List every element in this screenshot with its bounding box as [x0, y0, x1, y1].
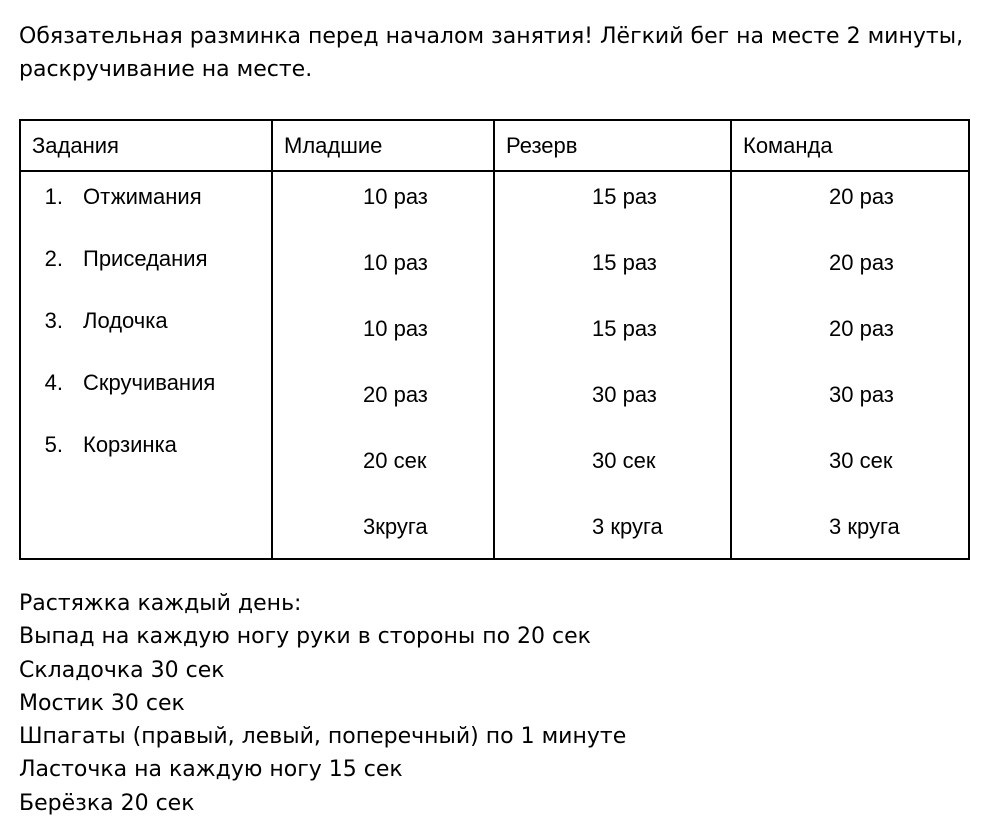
- table-row: [20, 171, 969, 559]
- stretch-item: Мостик 30 сек: [19, 690, 185, 716]
- task-name: Отжимания: [83, 184, 202, 209]
- team-value: 20 раз: [829, 316, 894, 341]
- list-item: [21, 308, 215, 370]
- task-number: 1.: [44, 184, 63, 209]
- task-number: 4.: [44, 370, 63, 395]
- task-name: Скручивания: [83, 370, 216, 395]
- header-tasks: Задания: [20, 120, 272, 171]
- team-value: 20 раз: [829, 184, 894, 209]
- reserve-values: [495, 184, 730, 580]
- stretch-item: Ласточка на каждую ногу 15 сек: [19, 757, 403, 783]
- junior-cell: [272, 171, 494, 559]
- task-name: Лодочка: [83, 308, 168, 333]
- workout-table: [19, 119, 970, 560]
- task-number: 3.: [44, 308, 63, 333]
- reserve-value: 30 сек: [592, 448, 656, 473]
- header-reserve: Резерв: [494, 120, 731, 171]
- junior-value: 10 раз: [363, 316, 428, 341]
- reserve-value: 15 раз: [592, 184, 657, 209]
- list-item: [21, 184, 215, 246]
- reserve-value: 30 раз: [592, 382, 657, 407]
- list-item: [21, 432, 215, 494]
- stretch-item: Выпад на каждую ногу руки в стороны по 20 сек: [19, 624, 591, 650]
- junior-value: 3круга: [363, 514, 428, 539]
- stretch-heading: Растяжка каждый день:: [19, 591, 302, 616]
- task-number: 5.: [44, 432, 63, 457]
- tasks-cell: [20, 171, 272, 559]
- stretch-item: Складочка 30 сек: [19, 657, 225, 683]
- header-junior: Младшие: [272, 120, 494, 171]
- table-header-row: [20, 120, 969, 171]
- workout-table-wrapper: [19, 119, 970, 560]
- header-team: Команда: [731, 120, 969, 171]
- list-item: [21, 370, 215, 432]
- intro-line-2: раскручивание на месте.: [19, 57, 313, 82]
- reserve-value: 3 круга: [592, 514, 663, 539]
- intro-line-1: Обязательная разминка перед началом занятия! Лёгкий бег на месте 2 минуты,: [19, 24, 964, 49]
- junior-value: 20 сек: [363, 448, 427, 473]
- task-name: Корзинка: [83, 432, 177, 457]
- reserve-value: 15 раз: [592, 250, 657, 275]
- junior-value: 10 раз: [363, 184, 428, 209]
- team-value: 3 круга: [829, 514, 900, 539]
- reserve-value: 15 раз: [592, 316, 657, 341]
- reserve-cell: [494, 171, 731, 559]
- junior-values: [273, 184, 493, 580]
- team-value: 20 раз: [829, 250, 894, 275]
- stretch-item: Берёзка 20 сек: [19, 790, 195, 816]
- junior-value: 20 раз: [363, 382, 428, 407]
- task-name: Приседания: [83, 246, 208, 271]
- intro-text: [19, 20, 969, 86]
- junior-value: 10 раз: [363, 250, 428, 275]
- task-list: [21, 184, 215, 494]
- team-values: [732, 184, 968, 580]
- stretch-item: Шпагаты (правый, левый, поперечный) по 1 минуте: [19, 724, 627, 750]
- team-cell: [731, 171, 969, 559]
- stretch-section: [19, 587, 626, 820]
- task-number: 2.: [44, 246, 63, 271]
- team-value: 30 раз: [829, 382, 894, 407]
- list-item: [21, 246, 215, 308]
- team-value: 30 сек: [829, 448, 893, 473]
